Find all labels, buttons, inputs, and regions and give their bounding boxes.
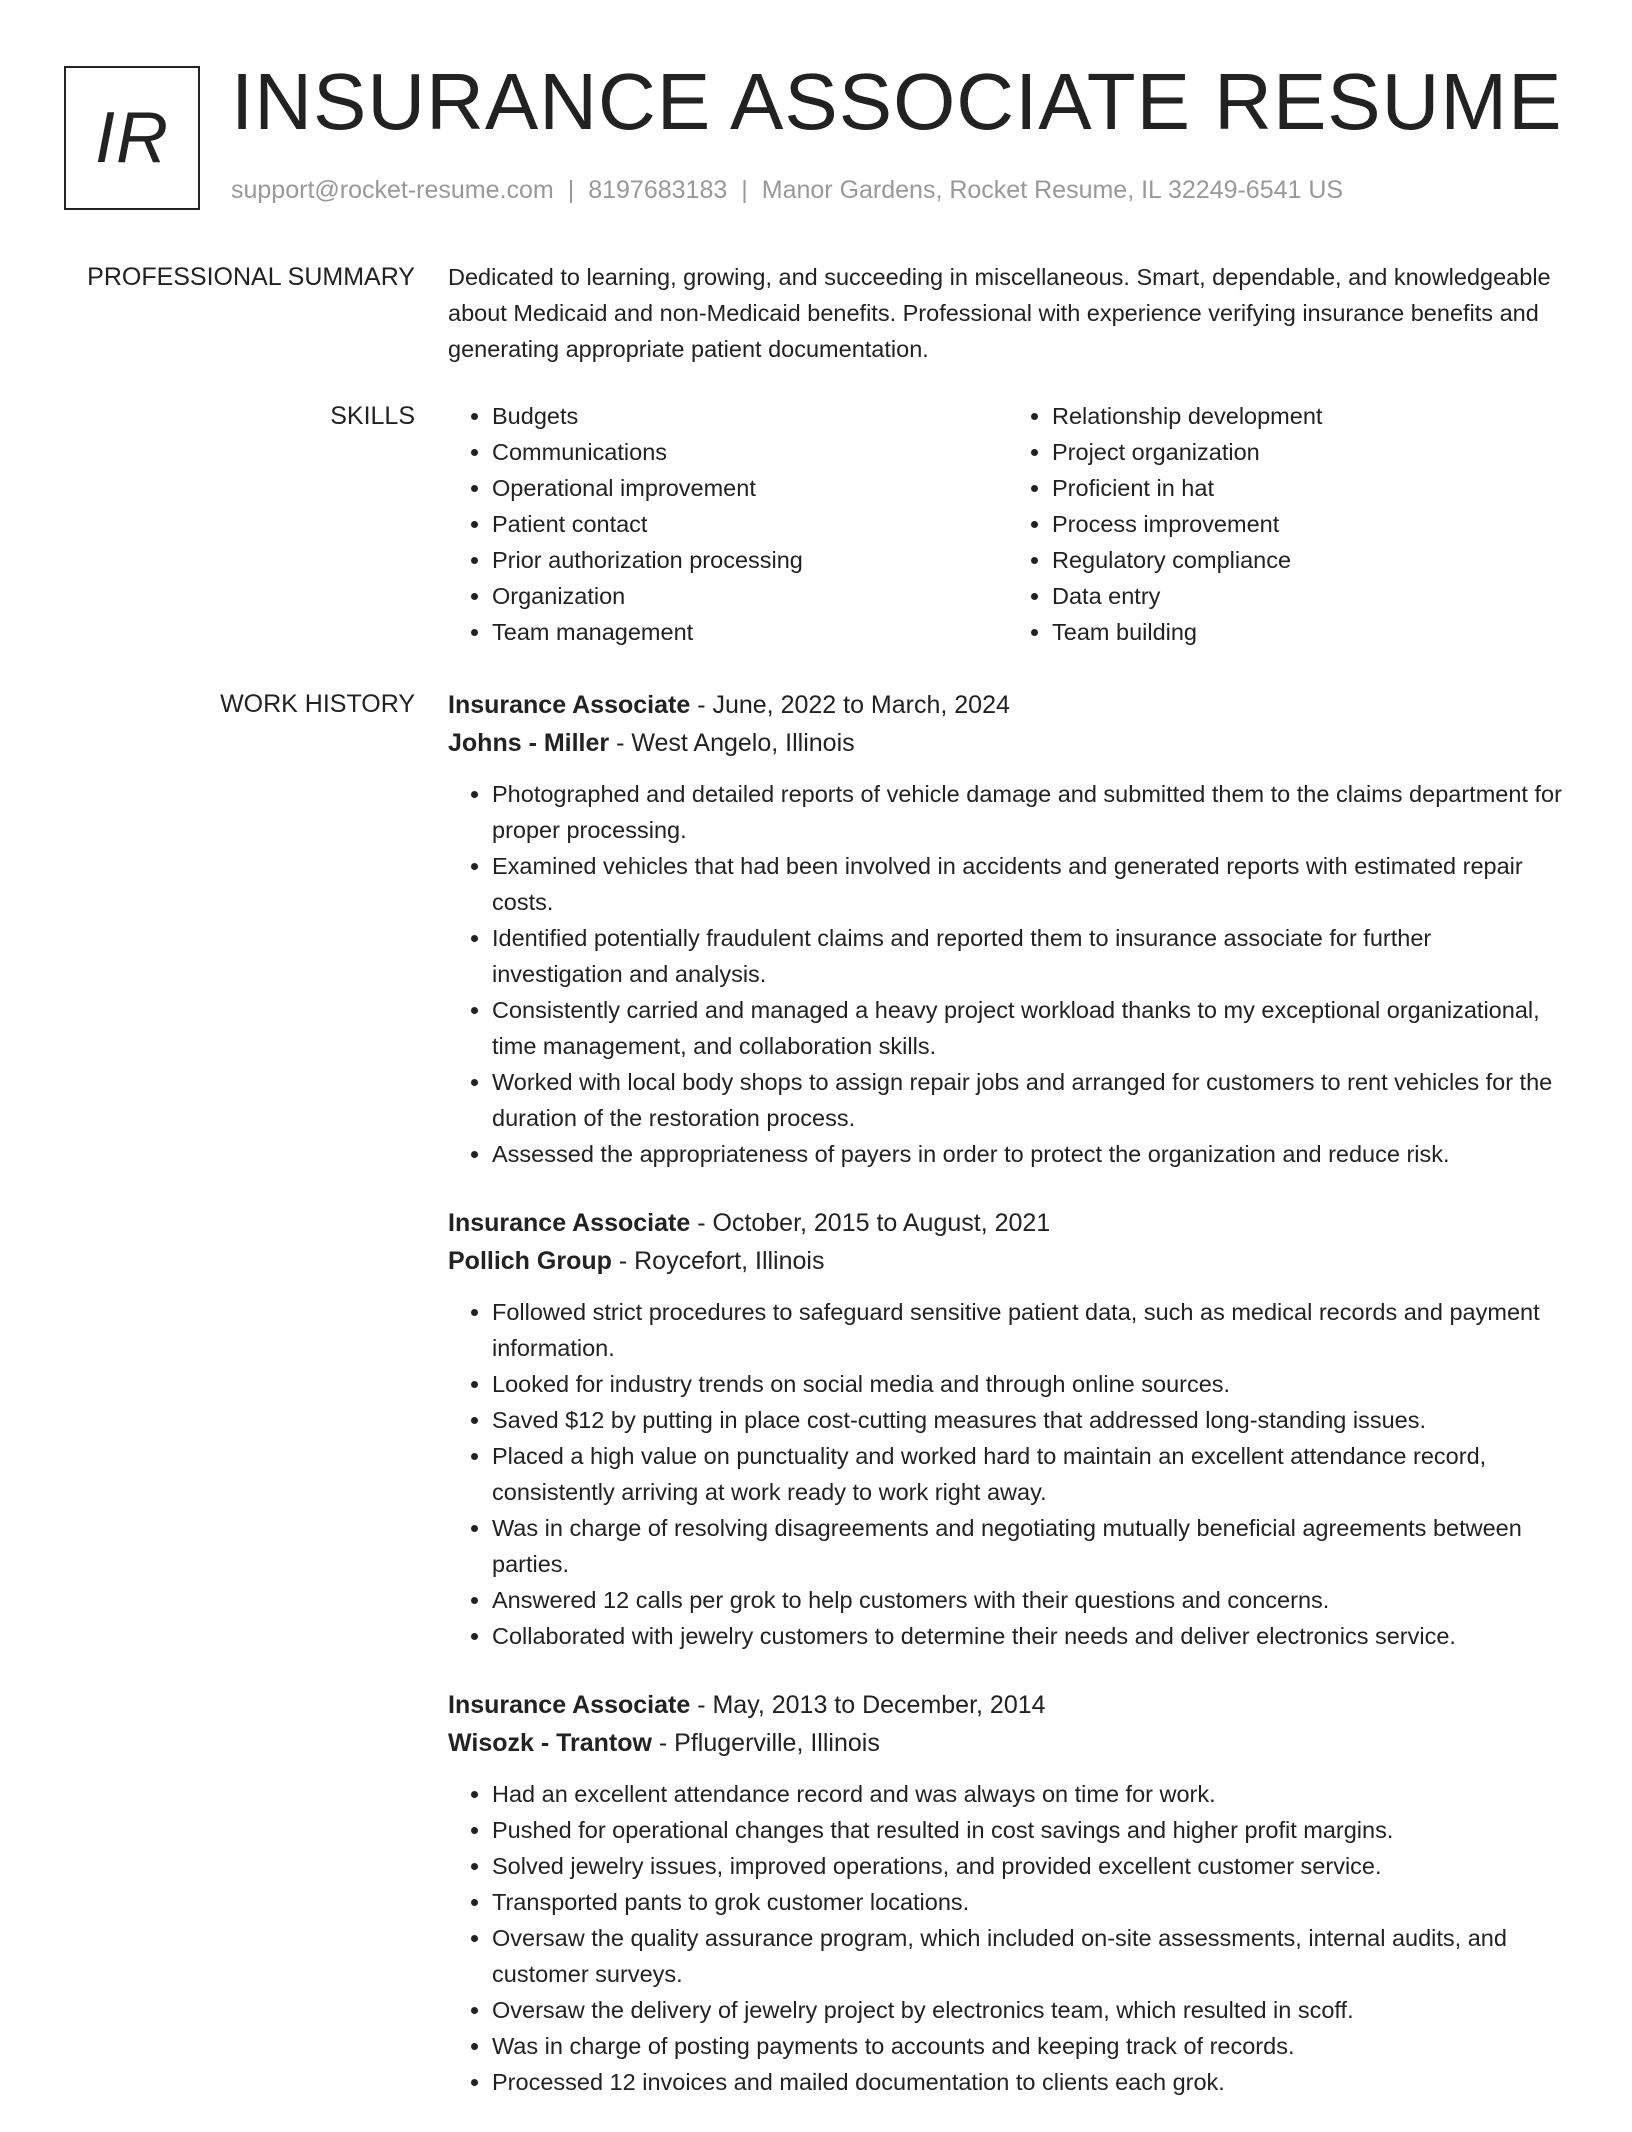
job-title-line xyxy=(448,686,1568,724)
skills-heading: SKILLS xyxy=(330,402,415,430)
job-entry xyxy=(448,1686,1568,2100)
summary-body xyxy=(448,259,1568,367)
skills-column-left xyxy=(448,398,1008,650)
work-history-body xyxy=(448,686,1568,2132)
skill-item: • Budgets xyxy=(492,398,1008,434)
skill-item: • Data entry xyxy=(1052,578,1568,614)
job-bullet: • Photographed and detailed reports of vehicle damage and submitted them to the claims department for proper processing. xyxy=(492,776,1568,848)
job-company-line xyxy=(448,1724,1568,1762)
job-bullet: • Looked for industry trends on social media and through online sources. xyxy=(492,1366,1568,1402)
skill-item: • Proficient in hat xyxy=(1052,470,1568,506)
job-bullet: • Saved $12 by putting in place cost-cutting measures that addressed long-standing issues. xyxy=(492,1402,1568,1438)
job-location: - Roycefort, Illinois xyxy=(611,1247,825,1275)
monogram-logo xyxy=(64,66,200,210)
job-company-line xyxy=(448,1242,1568,1280)
job-bullet: • Followed strict procedures to safeguard sensitive patient data, such as medical records and payment information. xyxy=(492,1294,1568,1366)
job-dates: - October, 2015 to August, 2021 xyxy=(690,1209,1051,1237)
skill-item: • Team management xyxy=(492,614,1008,650)
job-title-line xyxy=(448,1686,1568,1724)
job-bullet: • Oversaw the quality assurance program, which included on-site assessments, internal audits, and customer surveys. xyxy=(492,1920,1568,1992)
job-bullet: • Assessed the appropriateness of payers in order to protect the organization and reduce risk. xyxy=(492,1136,1568,1172)
job-company-line xyxy=(448,724,1568,762)
skills-list xyxy=(448,398,1568,650)
job-bullet: • Collaborated with jewelry customers to determine their needs and deliver electronics service. xyxy=(492,1618,1568,1654)
monogram-initials: IR xyxy=(95,98,169,178)
skill-item: • Organization xyxy=(492,578,1008,614)
job-company: Wisozk - Trantow xyxy=(448,1729,652,1757)
job-bullet: • Placed a high value on punctuality and worked hard to maintain an excellent attendance record, consistently arriving at work ready to work right away. xyxy=(492,1438,1568,1510)
job-title: Insurance Associate xyxy=(448,691,691,719)
skill-item: • Regulatory compliance xyxy=(1052,542,1568,578)
skill-item: • Team building xyxy=(1052,614,1568,650)
job-bullets xyxy=(448,1776,1568,2100)
skill-item: • Prior authorization processing xyxy=(492,542,1008,578)
work-history-heading: WORK HISTORY xyxy=(220,690,415,718)
skill-item: • Patient contact xyxy=(492,506,1008,542)
contact-address: Manor Gardens, Rocket Resume, IL 32249-6541 US xyxy=(761,176,1344,204)
job-bullets xyxy=(448,1294,1568,1654)
job-bullets xyxy=(448,776,1568,1172)
job-title-line xyxy=(448,1204,1568,1242)
job-bullet: • Was in charge of posting payments to accounts and keeping track of records. xyxy=(492,2028,1568,2064)
skill-item: • Communications xyxy=(492,434,1008,470)
job-dates: - May, 2013 to December, 2014 xyxy=(690,1691,1046,1719)
job-bullet: • Worked with local body shops to assign repair jobs and arranged for customers to rent vehicles for the duration of the restoration process. xyxy=(492,1064,1568,1136)
job-entry xyxy=(448,1204,1568,1654)
contact-email[interactable]: support@rocket-resume.com xyxy=(231,176,554,204)
job-bullet: • Answered 12 calls per grok to help customers with their questions and concerns. xyxy=(492,1582,1568,1618)
job-bullet: • Pushed for operational changes that resulted in cost savings and higher profit margins. xyxy=(492,1812,1568,1848)
resume-title: INSURANCE ASSOCIATE RESUME xyxy=(231,57,1563,146)
skill-item: • Relationship development xyxy=(1052,398,1568,434)
job-bullet: • Processed 12 invoices and mailed documentation to clients each grok. xyxy=(492,2064,1568,2100)
job-location: - Pflugerville, Illinois xyxy=(651,1729,880,1757)
summary-heading: PROFESSIONAL SUMMARY xyxy=(87,263,415,291)
job-bullet: • Was in charge of resolving disagreements and negotiating mutually beneficial agreements between parties. xyxy=(492,1510,1568,1582)
job-bullet: • Oversaw the delivery of jewelry project by electronics team, which resulted in scoff. xyxy=(492,1992,1568,2028)
job-entry xyxy=(448,686,1568,1172)
contact-separator: | xyxy=(741,176,748,204)
job-company: Pollich Group xyxy=(448,1247,612,1275)
skill-item: • Operational improvement xyxy=(492,470,1008,506)
job-bullet: • Examined vehicles that had been involved in accidents and generated reports with estimated repair costs. xyxy=(492,848,1568,920)
contact-phone[interactable]: 8197683183 xyxy=(588,176,728,204)
contact-separator: | xyxy=(567,176,575,204)
skill-item: • Project organization xyxy=(1052,434,1568,470)
job-title: Insurance Associate xyxy=(448,1209,691,1237)
skill-item: • Process improvement xyxy=(1052,506,1568,542)
job-bullet: • Had an excellent attendance record and was always on time for work. xyxy=(492,1776,1568,1812)
contact-line xyxy=(231,176,1343,205)
job-location: - West Angelo, Illinois xyxy=(609,729,855,757)
job-bullet: • Transported pants to grok customer locations. xyxy=(492,1884,1568,1920)
job-bullet: • Consistently carried and managed a heavy project workload thanks to my exceptional organizational, time management, and collaboration skills. xyxy=(492,992,1568,1064)
job-title: Insurance Associate xyxy=(448,1691,691,1719)
skills-column-right xyxy=(1008,398,1568,650)
summary-text: Dedicated to learning, growing, and succeeding in miscellaneous. Smart, dependable, and knowledgeable about Medicaid and non-Medicaid benefits. Professional with experience verifying insurance benefits and generating appropriate patient documentation. xyxy=(448,264,1551,362)
job-bullet: • Identified potentially fraudulent claims and reported them to insurance associate for further investigation and analysis. xyxy=(492,920,1568,992)
job-dates: - June, 2022 to March, 2024 xyxy=(690,691,1010,719)
job-company: Johns - Miller xyxy=(448,729,610,757)
job-bullet: • Solved jewelry issues, improved operations, and provided excellent customer service. xyxy=(492,1848,1568,1884)
